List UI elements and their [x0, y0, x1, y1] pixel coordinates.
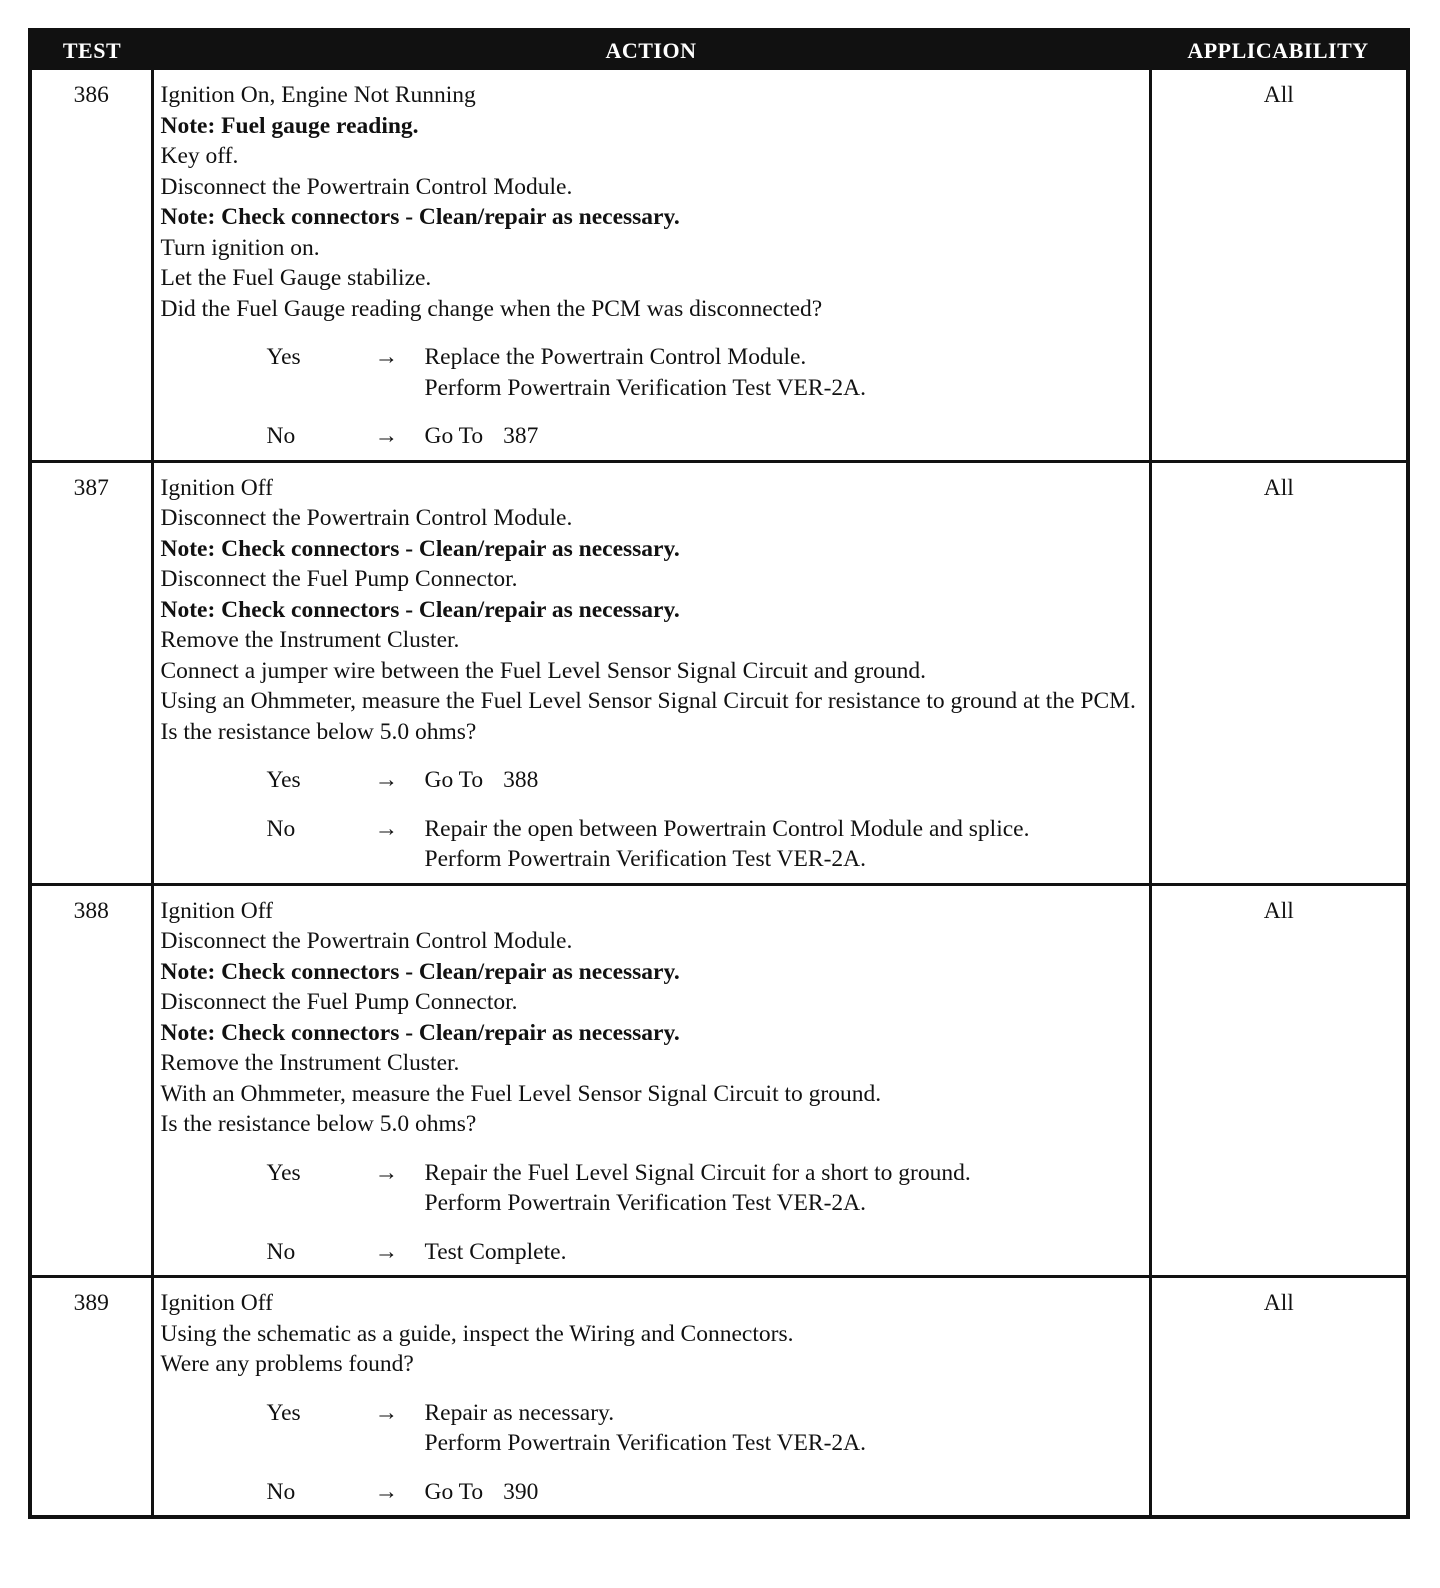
result-yes [161, 342, 1143, 403]
instruction-line: Let the Fuel Gauge stabilize. [160, 265, 432, 291]
instruction-line: Remove the Instrument Cluster. [160, 1050, 460, 1076]
table-row [32, 1277, 1406, 1516]
instruction-line: Disconnect the Fuel Pump Connector. [160, 566, 518, 592]
diagnostic-table [32, 32, 1406, 1515]
arrow-icon: → [374, 767, 398, 793]
test-number: 387 [32, 461, 152, 884]
note-line: Note: Check connectors - Clean/repair as necessary. [160, 596, 680, 623]
instruction-line: Ignition Off [160, 1290, 273, 1316]
instruction-line: Ignition Off [160, 897, 273, 924]
result-body [425, 421, 1143, 452]
result-body [425, 1158, 1143, 1219]
note-line: Note: Check connectors - Clean/repair as necessary. [160, 1019, 680, 1046]
applicability: All [1263, 82, 1294, 108]
action-cell [152, 461, 1150, 884]
instruction-line: Ignition Off [160, 474, 273, 501]
result-no [161, 814, 1143, 875]
result-label: Yes [266, 1159, 301, 1186]
header-action: ACTION [152, 32, 1150, 70]
goto-line [425, 421, 1143, 452]
result-body [425, 1398, 1143, 1459]
result-step: Test Complete. [424, 1238, 567, 1265]
result-step: Perform Powertrain Verification Test VER-2A. [424, 1190, 867, 1216]
table-body [32, 70, 1406, 1515]
instruction-line: Remove the Instrument Cluster. [160, 627, 460, 653]
instruction-line: Were any problems found? [160, 1351, 414, 1377]
result-body [425, 814, 1143, 875]
result-body [425, 1477, 1143, 1508]
test-number: 389 [32, 1277, 152, 1516]
applicability: All [1150, 884, 1406, 1277]
result-yes [161, 1398, 1143, 1459]
test-number: 386 [32, 70, 152, 461]
arrow-icon: → [374, 1159, 398, 1186]
goto-test-number: 388 [503, 767, 539, 793]
table-row [32, 461, 1406, 884]
result-step: Repair the Fuel Level Signal Circuit for a short to ground. [424, 1159, 971, 1186]
arrow-icon: → [374, 1478, 398, 1505]
goto-line [425, 765, 1143, 796]
diagnostic-sheet [28, 28, 1410, 1519]
results-block [161, 1398, 1143, 1508]
goto-test-number: 390 [503, 1478, 539, 1505]
action-cell [152, 1277, 1150, 1516]
instruction-line: Did the Fuel Gauge reading change when the PCM was disconnected? [160, 295, 823, 322]
instruction-line: Disconnect the Powertrain Control Module. [160, 173, 573, 200]
arrow-icon: → [374, 1399, 398, 1426]
note-line: Note: Fuel gauge reading. [160, 112, 419, 139]
result-no [161, 1237, 1143, 1268]
goto-test-number: 387 [503, 423, 539, 449]
arrow-icon: → [374, 815, 398, 842]
result-step: Repair as necessary. [424, 1399, 615, 1426]
result-label: Yes [266, 1399, 301, 1426]
note-line: Note: Check connectors - Clean/repair as necessary. [160, 958, 680, 985]
table-row [32, 884, 1406, 1277]
instruction-line: Connect a jumper wire between the Fuel Level Sensor Signal Circuit and ground. [160, 657, 927, 684]
instruction-line: Using an Ohmmeter, measure the Fuel Level Sensor Signal Circuit for resistance to ground at the PCM. [160, 688, 1136, 714]
header-test: TEST [32, 32, 152, 70]
instruction-line: Is the resistance below 5.0 ohms? [160, 1111, 477, 1137]
result-yes [161, 765, 1143, 796]
results-block [161, 1158, 1143, 1268]
result-yes [161, 1158, 1143, 1219]
instruction-line: Ignition On, Engine Not Running [160, 82, 476, 108]
instruction-line: With an Ohmmeter, measure the Fuel Level Sensor Signal Circuit to ground. [160, 1080, 882, 1107]
note-line: Note: Check connectors - Clean/repair as necessary. [160, 204, 680, 230]
goto-line [425, 1477, 1143, 1508]
result-label: Yes [266, 344, 301, 370]
table-row [32, 70, 1406, 461]
note-line: Note: Check connectors - Clean/repair as necessary. [160, 535, 680, 562]
instruction-line: Is the resistance below 5.0 ohms? [160, 718, 477, 745]
result-no [161, 421, 1143, 452]
result-step: Perform Powertrain Verification Test VER-2A. [424, 846, 867, 872]
arrow-icon: → [374, 423, 398, 449]
result-step: Perform Powertrain Verification Test VER-2A. [424, 374, 867, 401]
instruction-line: Using the schematic as a guide, inspect the Wiring and Connectors. [160, 1320, 794, 1347]
result-label: Yes [266, 767, 301, 793]
table-header [32, 32, 1406, 70]
result-no [161, 1477, 1143, 1508]
result-label: No [266, 1238, 296, 1265]
result-step: Replace the Powertrain Control Module. [424, 344, 807, 370]
applicability: All [1150, 1277, 1406, 1516]
header-applicability: APPLICABILITY [1150, 32, 1406, 70]
goto-text: Go To [424, 423, 484, 449]
action-cell [152, 884, 1150, 1277]
instruction-line: Disconnect the Fuel Pump Connector. [160, 989, 518, 1015]
arrow-icon: → [374, 1238, 398, 1265]
result-label: No [266, 423, 296, 449]
result-label: No [266, 1478, 296, 1505]
action-cell [152, 70, 1150, 461]
instruction-line: Disconnect the Powertrain Control Module. [160, 505, 573, 531]
results-block [161, 765, 1143, 875]
instruction-line: Disconnect the Powertrain Control Module. [160, 928, 573, 954]
result-body [425, 342, 1143, 403]
goto-text: Go To [424, 1478, 484, 1505]
applicability: All [1150, 461, 1406, 884]
result-body [425, 1237, 1143, 1268]
result-step: Repair the open between Powertrain Control Module and splice. [424, 815, 1030, 842]
test-number: 388 [32, 884, 152, 1277]
instruction-line: Turn ignition on. [160, 234, 320, 261]
arrow-icon: → [374, 344, 398, 370]
result-body [425, 765, 1143, 796]
results-block [161, 342, 1143, 452]
goto-text: Go To [424, 767, 484, 793]
result-label: No [266, 815, 296, 842]
result-step: Perform Powertrain Verification Test VER-2A. [424, 1430, 867, 1456]
instruction-line: Key off. [160, 143, 239, 169]
